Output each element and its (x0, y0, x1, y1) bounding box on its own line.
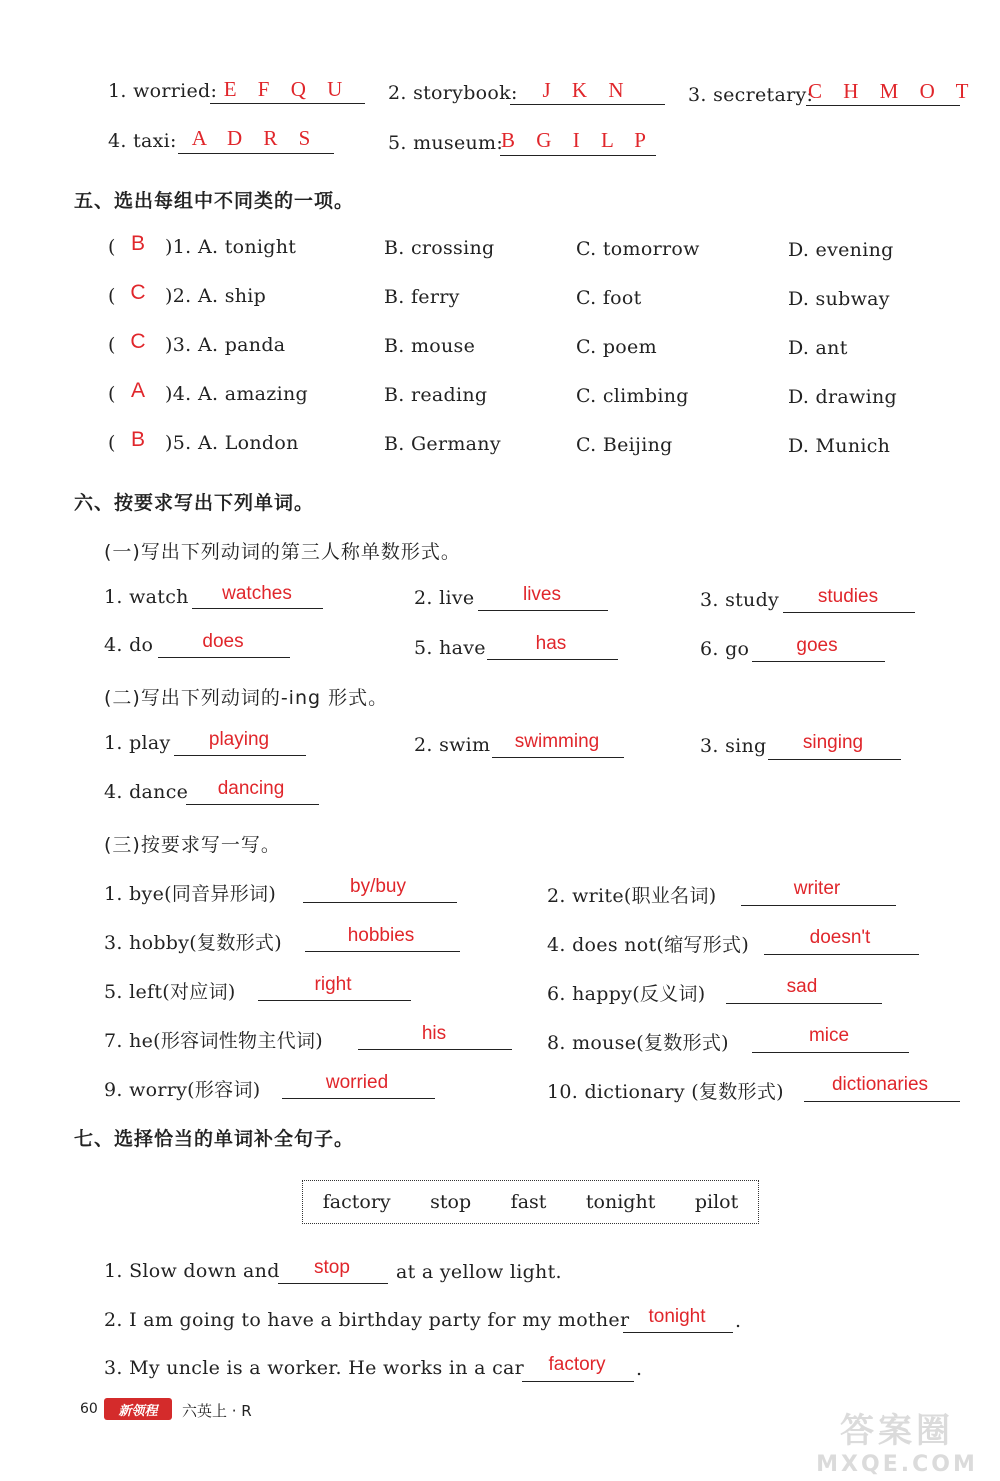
section5-item-5-option-a: A. London (198, 432, 299, 454)
section6-part2-item-1-label: 1. play (104, 732, 171, 754)
letters-item-3-answer: C H M O T (808, 79, 977, 103)
section7-sentence-2-answer: tonight (648, 1306, 706, 1327)
section6-part1-item-3-answer: studies (817, 586, 879, 607)
section7-sentence-3-after: . (636, 1358, 643, 1380)
section6-part2-title: (二)写出下列动词的-ing 形式。 (104, 687, 389, 709)
section5-item-2-num: )2. (165, 285, 192, 307)
section5-item-3-num: )3. (165, 334, 192, 356)
section5-item-4-option-c: C. climbing (576, 385, 689, 407)
section7-sentence-1-line (278, 1283, 388, 1284)
section5-item-1-option-d: D. evening (788, 239, 894, 261)
word-box-word-5: pilot (694, 1191, 739, 1213)
section5-item-3-answer: C (130, 330, 146, 353)
letters-item-3-label: 3. secretary: (688, 84, 814, 106)
section5-item-2-option-d: D. subway (788, 288, 890, 310)
section5-item-4-option-b: B. reading (384, 384, 488, 406)
watermark (812, 1403, 982, 1477)
section6-part1-item-3-label: 3. study (700, 589, 780, 611)
section6-part3-item-3-answer: hobbies (347, 925, 415, 946)
section6-part3-item-6-line (726, 1003, 882, 1004)
section6-part3-item-8-answer: mice (808, 1025, 850, 1046)
letters-item-3-line (806, 105, 960, 106)
section5-item-2-open-paren: ( (108, 285, 116, 307)
section6-part1-item-5-line (487, 659, 618, 660)
section5-title: 五、选出每组中不同类的一项。 (74, 190, 355, 212)
section5-item-3-option-d: D. ant (788, 337, 848, 359)
section6-part2-item-2-label: 2. swim (414, 734, 491, 756)
letters-item-1-line (210, 103, 365, 104)
section6-part3-item-5-answer: right (314, 974, 352, 995)
section5-item-2-option-c: C. foot (576, 287, 642, 309)
section5-item-2-option-b: B. ferry (384, 286, 460, 308)
section6-part1-item-4-line (158, 657, 290, 658)
section6-part2-item-2-line (492, 757, 624, 758)
section5-item-5-option-b: B. Germany (384, 433, 501, 455)
section5-item-1-option-b: B. crossing (384, 237, 495, 259)
letters-item-4-line (178, 153, 334, 154)
watermark-top: 答案圈 (840, 1411, 954, 1451)
section5-item-3-option-b: B. mouse (384, 335, 476, 357)
letters-item-5-line (500, 155, 656, 156)
word-box-word-2: stop (430, 1191, 472, 1213)
section6-part1-item-4-label: 4. do (104, 634, 154, 656)
letters-item-4-answer: A D R S (191, 126, 319, 150)
grade-label: 六英上 · R (182, 1402, 252, 1420)
section6-part1-item-6-label: 6. go (700, 638, 750, 660)
section6-part3-item-6-answer: sad (786, 976, 818, 997)
section5-item-4-option-d: D. drawing (788, 386, 897, 408)
section6-part3-item-8-line (752, 1052, 909, 1053)
watermark-bottom: MXQE.COM (816, 1452, 978, 1477)
section7-title: 七、选择恰当的单词补全句子。 (74, 1128, 355, 1150)
word-box-word-4: tonight (585, 1191, 656, 1213)
section7-sentence-3-line (522, 1381, 634, 1382)
section6-part1-item-4-answer: does (202, 631, 244, 652)
section5-item-4-option-a: A. amazing (198, 383, 308, 405)
section6-part3-item-9-answer: worried (325, 1072, 389, 1093)
section6-part3-item-5-label: 5. left(对应词) (104, 981, 236, 1003)
section6-part1-item-6-line (752, 661, 885, 662)
section6-part3-item-4-line (764, 954, 919, 955)
letters-item-4-label: 4. taxi: (108, 130, 177, 152)
section7-sentence-3-answer: factory (548, 1354, 606, 1375)
section6-part3-item-4-label: 4. does not(缩写形式) (547, 934, 750, 956)
section6-part3-item-10-label: 10. dictionary (复数形式) (547, 1081, 784, 1103)
section6-part1-item-5-answer: has (535, 633, 567, 654)
section7-sentence-1-after: at a yellow light. (396, 1261, 562, 1283)
letters-item-5-label: 5. museum: (388, 132, 504, 154)
section6-part1-item-1-label: 1. watch (104, 586, 189, 608)
section6-part3-item-1-line (303, 902, 457, 903)
section6-part1-item-1-answer: watches (222, 583, 292, 604)
section6-part1-item-2-label: 2. live (414, 587, 475, 609)
section6-part3-item-1-label: 1. bye(同音异形词) (104, 883, 277, 905)
section5-item-3-option-a: A. panda (198, 334, 286, 356)
section5-item-1-open-paren: ( (108, 236, 116, 258)
section6-part2-item-1-answer: playing (208, 729, 270, 750)
section5-item-1-num: )1. (165, 236, 192, 258)
section6-part2-item-1-line (174, 755, 306, 756)
section5-item-1-answer: B (130, 232, 145, 255)
letters-item-1-label: 1. worried: (108, 80, 218, 102)
section5-item-3-open-paren: ( (108, 334, 116, 356)
page-number: 60 (80, 1401, 98, 1417)
section5-item-5-option-d: D. Munich (788, 435, 891, 457)
section6-part2-item-4-answer: dancing (217, 778, 285, 799)
section6-part3-item-6-label: 6. happy(反义词) (547, 983, 706, 1005)
section7-sentence-2-before: 2. I am going to have a birthday party for my mother (104, 1309, 630, 1331)
section6-part2-item-2-answer: swimming (514, 731, 600, 752)
section6-part1-title: (一)写出下列动词的第三人称单数形式。 (104, 541, 461, 563)
section6-part3-item-7-answer: his (421, 1023, 447, 1044)
section6-part3-item-2-label: 2. write(职业名词) (547, 885, 717, 907)
section6-part3-item-3-label: 3. hobby(复数形式) (104, 932, 282, 954)
section7-sentence-2-after: . (735, 1310, 742, 1332)
section6-part3-item-7-line (358, 1049, 512, 1050)
section5-item-5-option-c: C. Beijing (576, 434, 673, 456)
section5-item-1-option-a: A. tonight (198, 236, 297, 258)
section7-sentence-2-line (623, 1332, 733, 1333)
section7-sentence-1-before: 1. Slow down and (104, 1260, 280, 1282)
section6-part1-item-5-label: 5. have (414, 637, 486, 659)
section7-sentence-3-before: 3. My uncle is a worker. He works in a car (104, 1357, 525, 1379)
section5-item-2-answer: C (130, 281, 146, 304)
section5-item-2-option-a: A. ship (198, 285, 267, 307)
section6-part1-item-2-answer: lives (522, 584, 561, 605)
section7-sentence-1-answer: stop (314, 1257, 350, 1278)
section5-item-5-answer: B (130, 428, 145, 451)
section6-part2-item-3-line (768, 759, 901, 760)
section6-part1-item-3-line (783, 612, 915, 613)
letters-item-5-answer: B G I L P (501, 128, 654, 152)
section5-item-4-answer: A (130, 379, 145, 402)
section6-part3-item-10-answer: dictionaries (831, 1074, 929, 1095)
letters-item-2-answer: J K N (542, 78, 632, 102)
section6-part2-item-4-line (186, 804, 319, 805)
section6-title: 六、按要求写出下列单词。 (74, 492, 315, 514)
section6-part3-item-10-line (804, 1101, 960, 1102)
letters-item-1-answer: E F Q U (223, 77, 351, 101)
section6-part3-item-5-line (258, 1000, 411, 1001)
letters-item-2-line (510, 104, 665, 105)
section5-item-5-num: )5. (165, 432, 192, 454)
section5-item-5-open-paren: ( (108, 432, 116, 454)
section6-part3-item-3-line (305, 951, 460, 952)
section6-part3-item-2-line (741, 905, 896, 906)
section6-part1-item-2-line (478, 610, 608, 611)
brand-logo: 新领程 (104, 1398, 172, 1420)
section6-part3-item-1-answer: by/buy (350, 876, 406, 897)
letters-item-2-label: 2. storybook: (388, 82, 518, 104)
section6-part3-title: (三)按要求写一写。 (104, 834, 281, 856)
section6-part1-item-1-line (192, 608, 323, 609)
section6-part3-item-7-label: 7. he(形容词性物主代词) (104, 1030, 323, 1052)
section6-part2-item-4-label: 4. dance (104, 781, 189, 803)
word-box-word-1: factory (322, 1191, 391, 1213)
section6-part2-item-3-answer: singing (802, 732, 864, 753)
word-box-word-3: fast (510, 1191, 547, 1213)
section6-part3-item-9-line (282, 1098, 435, 1099)
section7-word-box (302, 1180, 759, 1224)
section6-part2-item-3-label: 3. sing (700, 735, 767, 757)
section6-part3-item-8-label: 8. mouse(复数形式) (547, 1032, 729, 1054)
section5-item-1-option-c: C. tomorrow (576, 238, 700, 260)
section5-item-4-open-paren: ( (108, 383, 116, 405)
section6-part3-item-2-answer: writer (793, 878, 841, 899)
section5-item-3-option-c: C. poem (576, 336, 657, 358)
section5-item-4-num: )4. (165, 383, 192, 405)
section6-part1-item-6-answer: goes (796, 635, 838, 656)
section6-part3-item-4-answer: doesn't (809, 927, 871, 948)
section6-part3-item-9-label: 9. worry(形容词) (104, 1079, 261, 1101)
